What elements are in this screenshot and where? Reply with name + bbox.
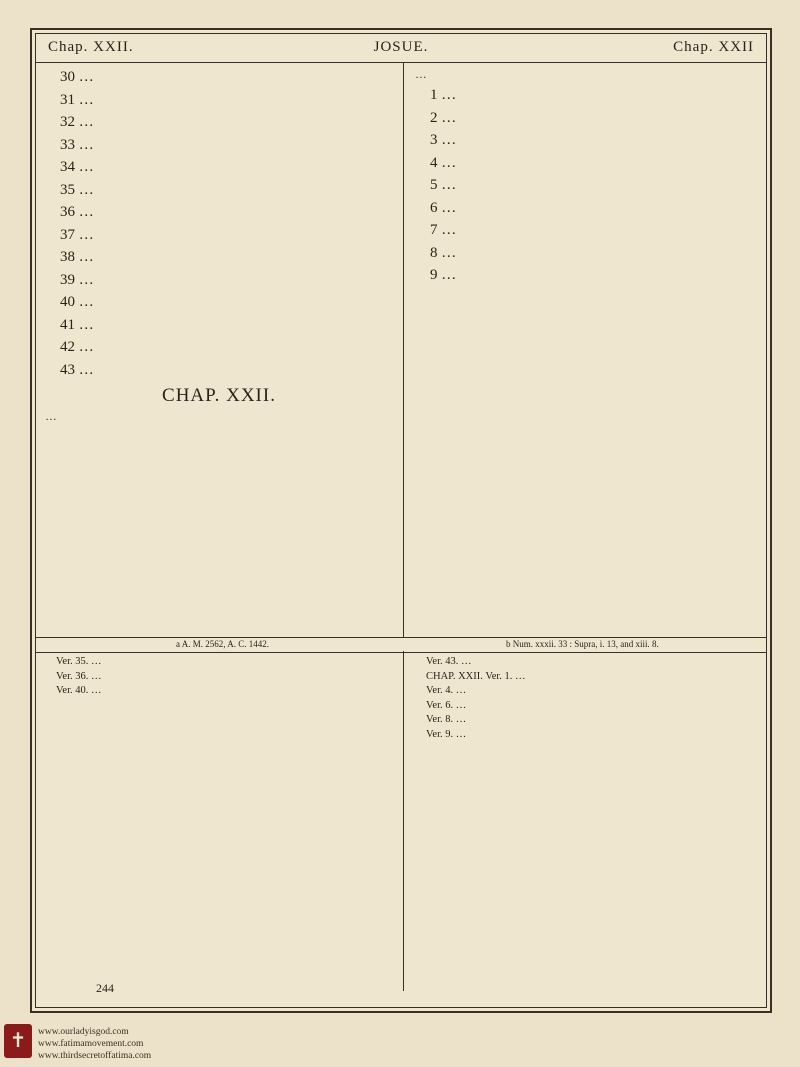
verse: 30 … bbox=[60, 69, 94, 85]
header-right: Chap. XXII bbox=[673, 39, 754, 55]
footnote-ref-left: a A. M. 2562, A. C. 1442. bbox=[176, 639, 270, 649]
verse: 2 … bbox=[430, 109, 457, 126]
chapter-heading: CHAP. XXII. bbox=[162, 385, 276, 406]
column-divider bbox=[403, 62, 404, 637]
verse: 31 … bbox=[60, 91, 94, 108]
footnote-ref-right: b Num. xxxii. 33 : Supra, i. 13, and xiii. 8. bbox=[506, 639, 659, 649]
commentary-note: CHAP. XXII. Ver. 1. … bbox=[426, 670, 526, 682]
verse: 41 … bbox=[60, 316, 94, 333]
verse: 32 … bbox=[60, 114, 94, 130]
watermark-line[interactable]: www.ourladyisgod.com bbox=[38, 1027, 129, 1037]
right-text-column bbox=[416, 68, 762, 289]
chapter-summary-continued: … bbox=[416, 69, 427, 81]
commentary-left-column bbox=[46, 656, 392, 700]
verse: 40 … bbox=[60, 294, 94, 310]
commentary-note: Ver. 9. … bbox=[426, 728, 467, 740]
verse: 39 … bbox=[60, 271, 94, 288]
verse: 7 … bbox=[430, 222, 457, 238]
verse: 6 … bbox=[430, 199, 457, 216]
left-text-column bbox=[46, 68, 392, 424]
verse: 37 … bbox=[60, 226, 94, 243]
cross-logo-icon: ✝ bbox=[4, 1024, 32, 1058]
verse: 5 … bbox=[430, 177, 457, 193]
commentary-note: Ver. 35. … bbox=[56, 656, 102, 667]
verse: 35 … bbox=[60, 181, 94, 198]
header-left: Chap. XXII. bbox=[48, 39, 134, 55]
commentary-note: Ver. 4. … bbox=[426, 685, 467, 696]
verse: 9 … bbox=[430, 267, 457, 283]
verse: 8 … bbox=[430, 244, 457, 261]
verse: 1 … bbox=[430, 87, 457, 103]
verse: 36 … bbox=[60, 204, 94, 220]
running-header bbox=[36, 34, 766, 63]
commentary-note: Ver. 40. … bbox=[56, 685, 102, 696]
page-number: 244 bbox=[96, 981, 114, 995]
verse: 4 … bbox=[430, 154, 457, 171]
footnote-reference-row bbox=[36, 637, 766, 653]
commentary-note: Ver. 36. … bbox=[56, 670, 102, 682]
verse: 43 … bbox=[60, 361, 94, 378]
notes-column-divider bbox=[403, 651, 404, 991]
verse: 42 … bbox=[60, 339, 94, 355]
commentary-note: Ver. 8. … bbox=[426, 714, 467, 725]
watermark-line[interactable]: www.thirdsecretoffatima.com bbox=[38, 1051, 152, 1061]
verse: 38 … bbox=[60, 249, 94, 265]
verse: 34 … bbox=[60, 159, 94, 175]
commentary-note: Ver. 43. … bbox=[426, 656, 472, 667]
commentary-right-column bbox=[416, 656, 762, 743]
watermark-links bbox=[38, 1026, 151, 1062]
commentary-note: Ver. 6. … bbox=[426, 699, 467, 711]
header-book-title: JOSUE. bbox=[373, 39, 429, 55]
watermark-line[interactable]: www.fatimamovement.com bbox=[38, 1039, 144, 1049]
verse: 33 … bbox=[60, 136, 94, 153]
page-inner-border bbox=[35, 33, 767, 1008]
chapter-summary: … bbox=[46, 410, 57, 423]
page-frame bbox=[30, 28, 772, 1013]
verse: 3 … bbox=[430, 132, 457, 148]
